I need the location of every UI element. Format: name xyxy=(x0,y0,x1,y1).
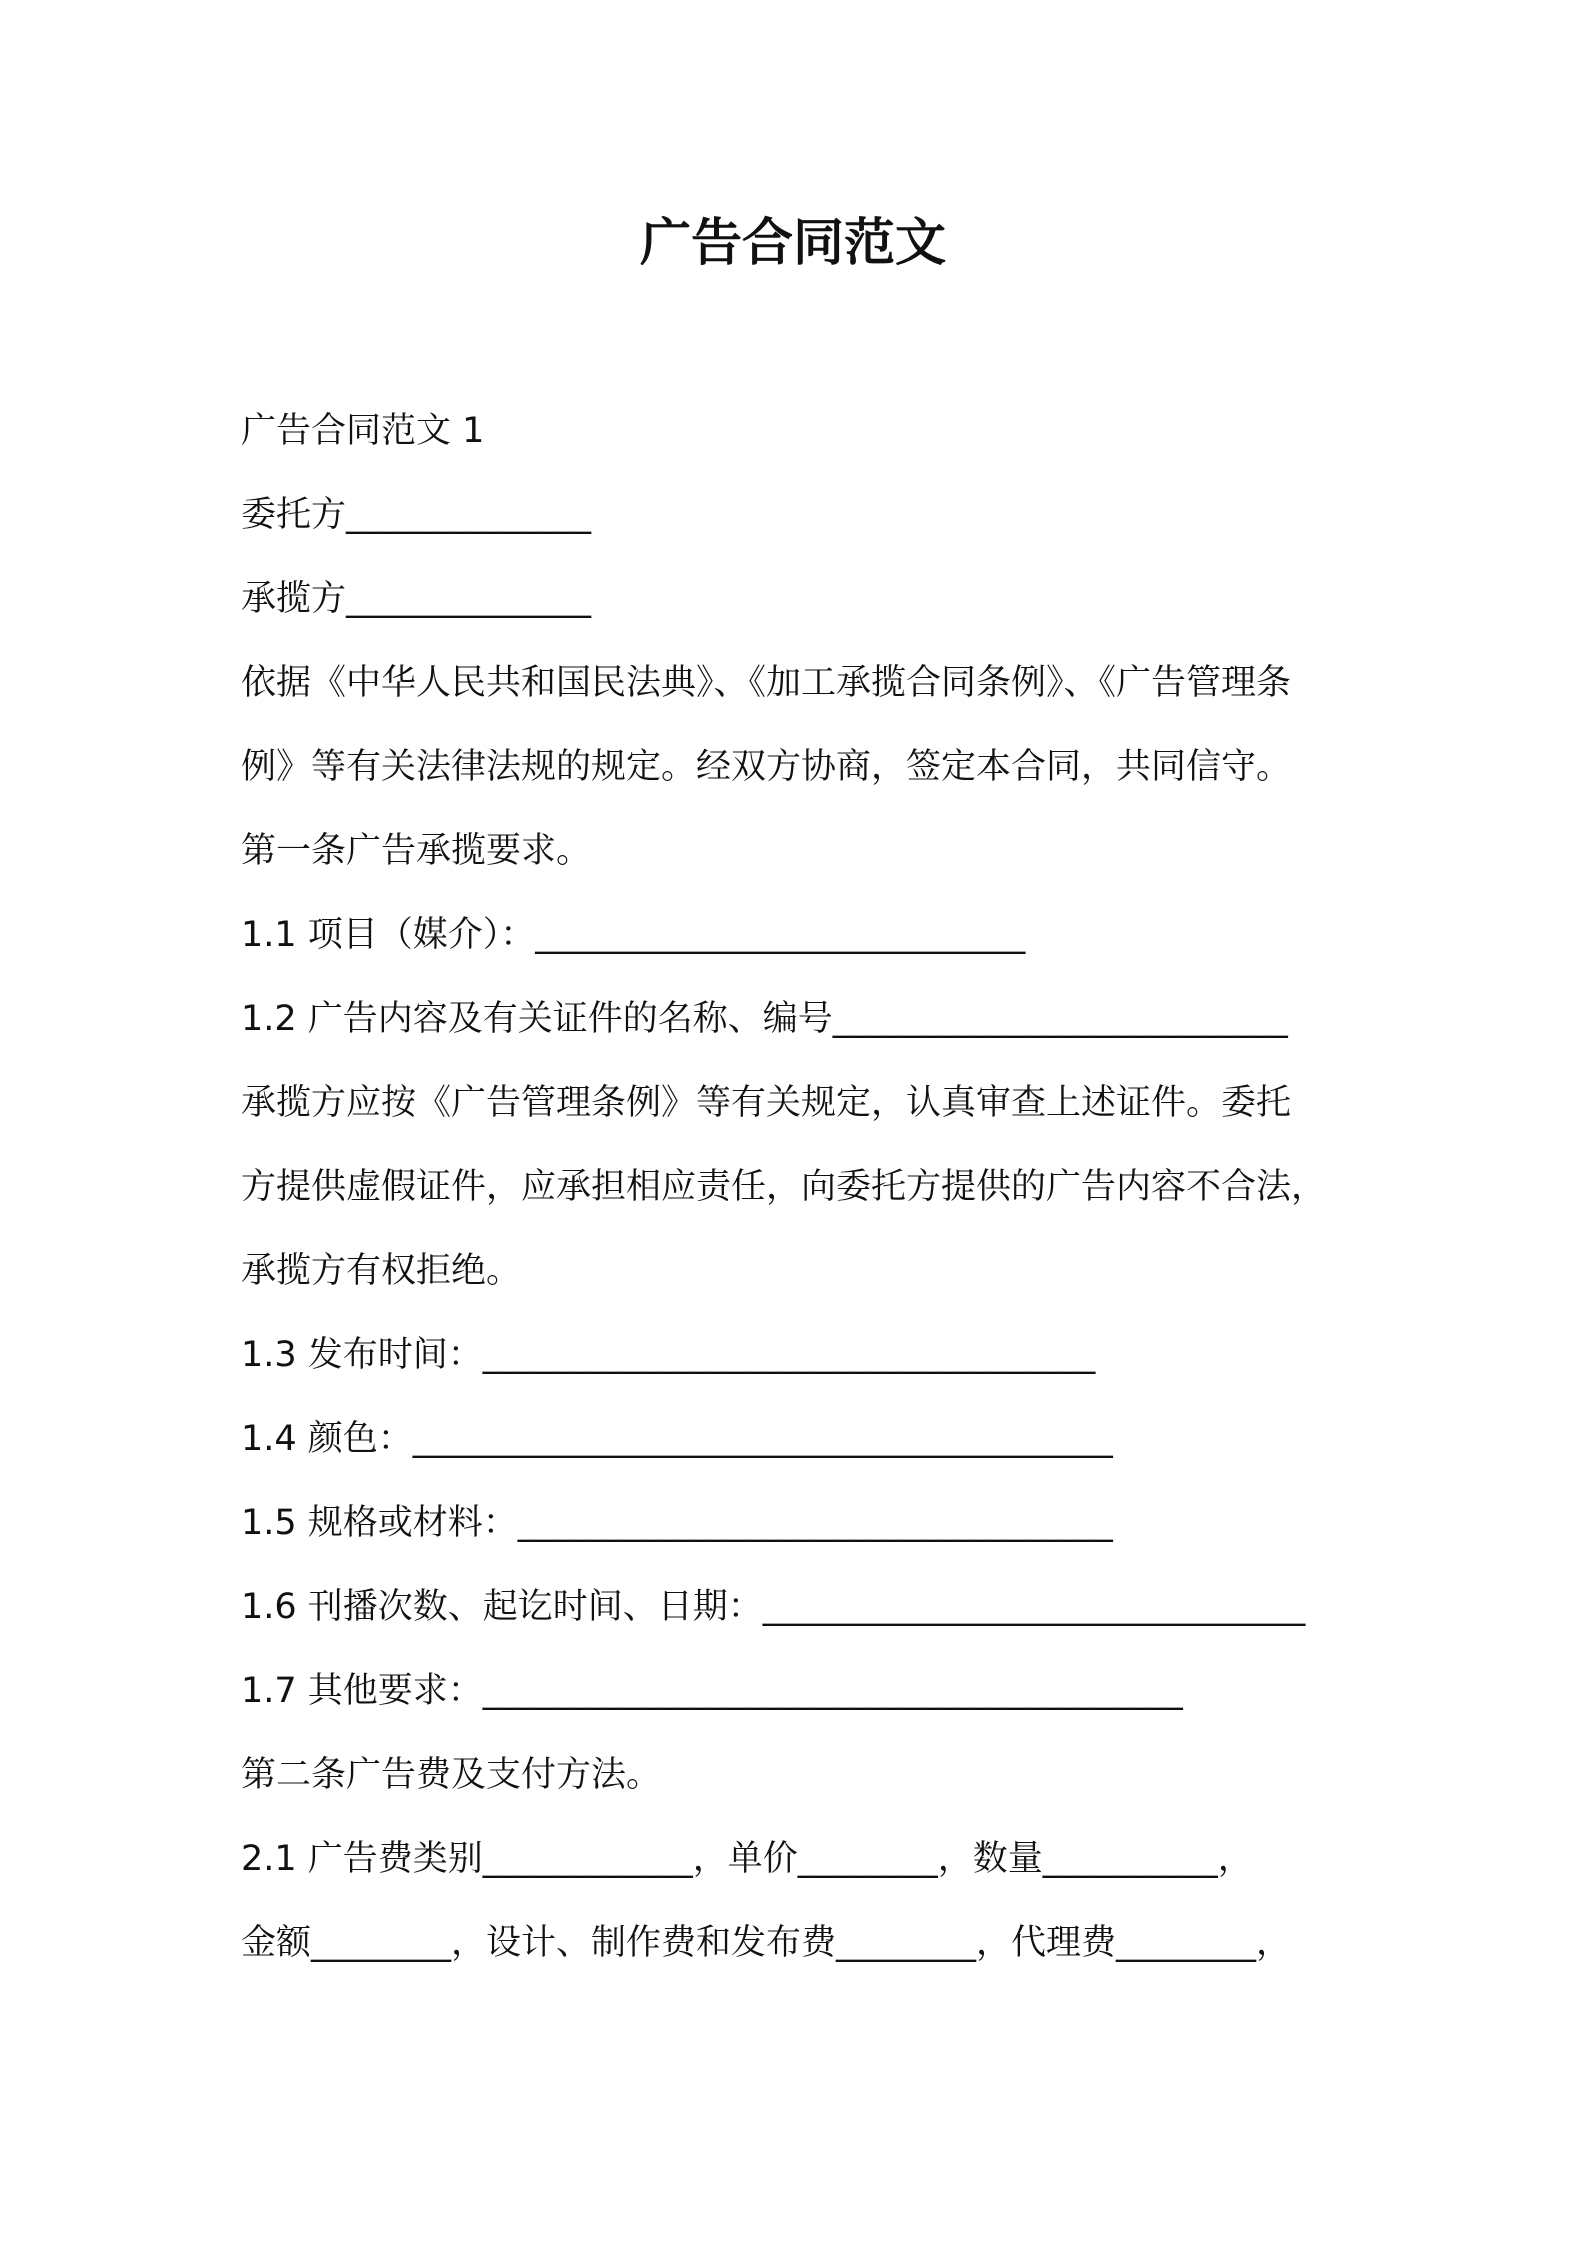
clause-line: 1.1 项目（媒介）：____________________________ xyxy=(241,915,1026,955)
paragraph-line: 方提供虚假证件，应承担相应责任，向委托方提供的广告内容不合法， xyxy=(241,1167,1327,1207)
preamble-line: 依据《中华人民共和国民法典》、《加工承揽合同条例》、《广告管理条 xyxy=(241,663,1292,703)
clause-line: 1.6 刊播次数、起讫时间、日期：_______________________________ xyxy=(241,1587,1306,1627)
contractor-field: 承揽方______________ xyxy=(241,579,592,619)
page-title: 广告合同范文 xyxy=(639,214,946,273)
article-heading: 第二条广告费及支付方法。 xyxy=(241,1755,662,1795)
paragraph-line: 承揽方有权拒绝。 xyxy=(241,1251,522,1291)
clause-line: 1.7 其他要求：________________________________________ xyxy=(241,1671,1183,1711)
clause-line: 金额________，设计、制作费和发布费________，代理费________， xyxy=(241,1923,1292,1963)
document-body xyxy=(241,410,1351,2006)
section-heading: 广告合同范文 1 xyxy=(241,411,485,451)
preamble-line: 例》等有关法律法规的规定。经双方协商，签定本合同，共同信守。 xyxy=(241,747,1292,787)
client-field: 委托方______________ xyxy=(241,495,592,535)
clause-line: 1.3 发布时间：___________________________________ xyxy=(241,1335,1096,1375)
paragraph-line: 承揽方应按《广告管理条例》等有关规定，认真审查上述证件。委托 xyxy=(241,1083,1292,1123)
clause-line: 2.1 广告费类别____________，单价________，数量__________， xyxy=(241,1839,1253,1879)
clause-line: 1.4 颜色：________________________________________ xyxy=(241,1419,1113,1459)
article-heading: 第一条广告承揽要求。 xyxy=(241,831,592,871)
clause-line: 1.5 规格或材料：__________________________________ xyxy=(241,1503,1113,1543)
clause-line: 1.2 广告内容及有关证件的名称、编号__________________________ xyxy=(241,999,1288,1039)
